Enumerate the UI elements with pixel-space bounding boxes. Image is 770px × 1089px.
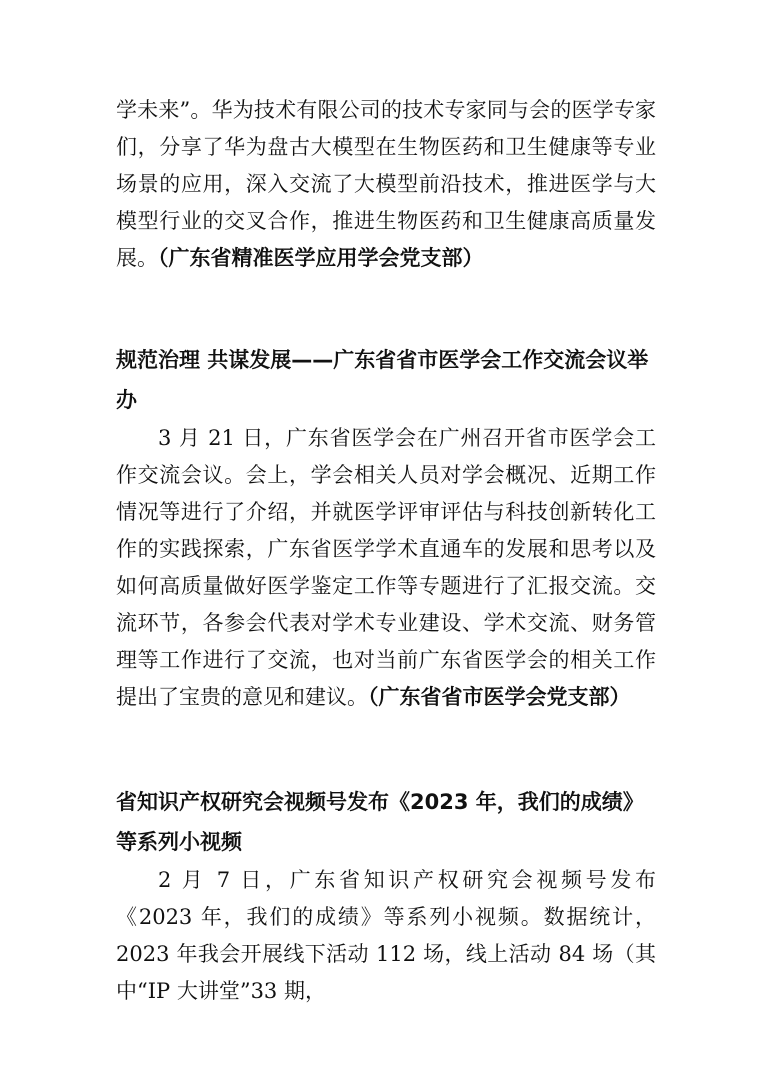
article-title-medical-association: 规范治理 共谋发展——广东省省市医学会工作交流会议举办: [116, 348, 649, 412]
paragraph-ip-research: [116, 862, 656, 1010]
paragraph-medical-association: [116, 420, 656, 716]
article-title-ip-research: 省知识产权研究会视频号发布《2023 年，我们的成绩》等系列小视频: [116, 790, 644, 854]
paragraph-text: 3 月 21 日，广东省医学会在广州召开省市医学会工作交流会议。会上，学会相关人员对学会概况、近期工作情况等进行了介绍，并就医学评审评估与科技创新转化工作的实践探索，广东省医学学术直通车的发展和思考以及如何高质量做好医学鉴定工作等专题进行了汇报交流。交流环节，各参会代表对学术专业建设、学术交流、财务管理等工作进行了交流，也对当前广东省医学会的相关工作提出了宝贵的意见和建议。: [116, 426, 656, 709]
source-attribution: （广东省精准医学应用学会党支部）: [158, 246, 484, 270]
paragraph-text: 2 月 7 日，广东省知识产权研究会视频号发布《2023 年，我们的成绩》等系列小视频。数据统计，2023 年我会开展线下活动 112 场，线上活动 84 场（其中“IP 大讲堂”33 期，: [116, 868, 656, 1003]
paragraph-huawei-medical: [116, 92, 656, 277]
paragraph-text: 学未来”。华为技术有限公司的技术专家同与会的医学专家们，分享了华为盘古大模型在生物医药和卫生健康等专业场景的应用，深入交流了大模型前沿技术，推进医学与大模型行业的交叉合作，推进生物医药和卫生健康高质量发展。: [116, 98, 656, 270]
source-attribution: （广东省省市医学会党支部）: [368, 685, 631, 709]
